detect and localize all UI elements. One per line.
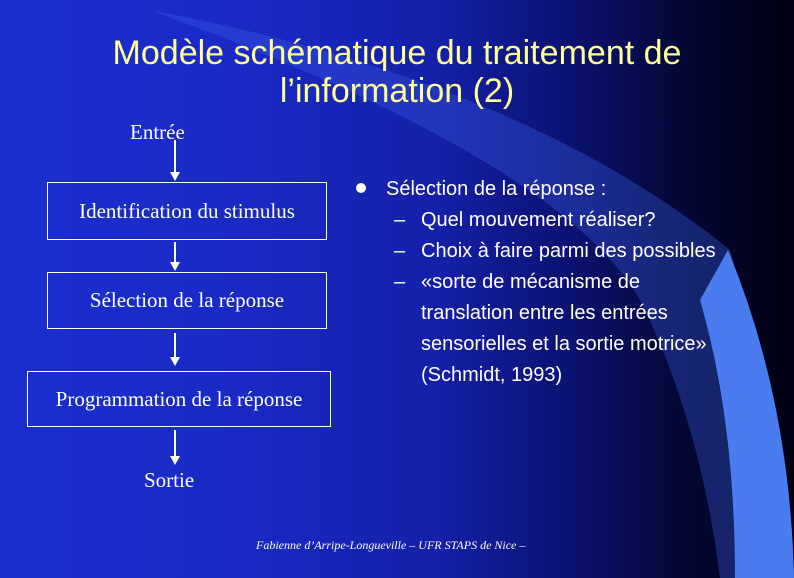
arrow-down-icon (168, 430, 182, 466)
selection-box: Sélection de la réponse (47, 272, 327, 329)
programmation-box: Programmation de la réponse (27, 371, 331, 427)
dash-icon: – (394, 209, 406, 231)
footer-credit: Fabienne d’Arripe-Longueville – UFR STAPS de Nice – (256, 538, 526, 552)
sortie-label: Sortie (144, 468, 195, 492)
sub-bullet: – Choix à faire parmi des possibles (356, 236, 736, 267)
arrow-down-icon (168, 140, 182, 182)
slide-title: Modèle schématique du traitement de l’information (2) (112, 34, 682, 110)
sub-bullet: – Quel mouvement réaliser? (356, 205, 736, 236)
dash-icon: – (394, 240, 406, 262)
dash-icon: – (394, 271, 406, 293)
bullet-main: Sélection de la réponse : (356, 174, 736, 205)
bullet-dot-icon (356, 183, 366, 193)
bullet-list (356, 174, 736, 391)
arrow-down-icon (168, 242, 182, 272)
sub-bullet: – «sorte de mécanisme de translation entre les entrées sensorielles et la sortie motrice» (Schmidt, 1993) (356, 267, 736, 391)
identification-box: Identification du stimulus (47, 182, 327, 240)
entree-label: Entrée (130, 120, 185, 144)
arrow-down-icon (168, 333, 182, 367)
